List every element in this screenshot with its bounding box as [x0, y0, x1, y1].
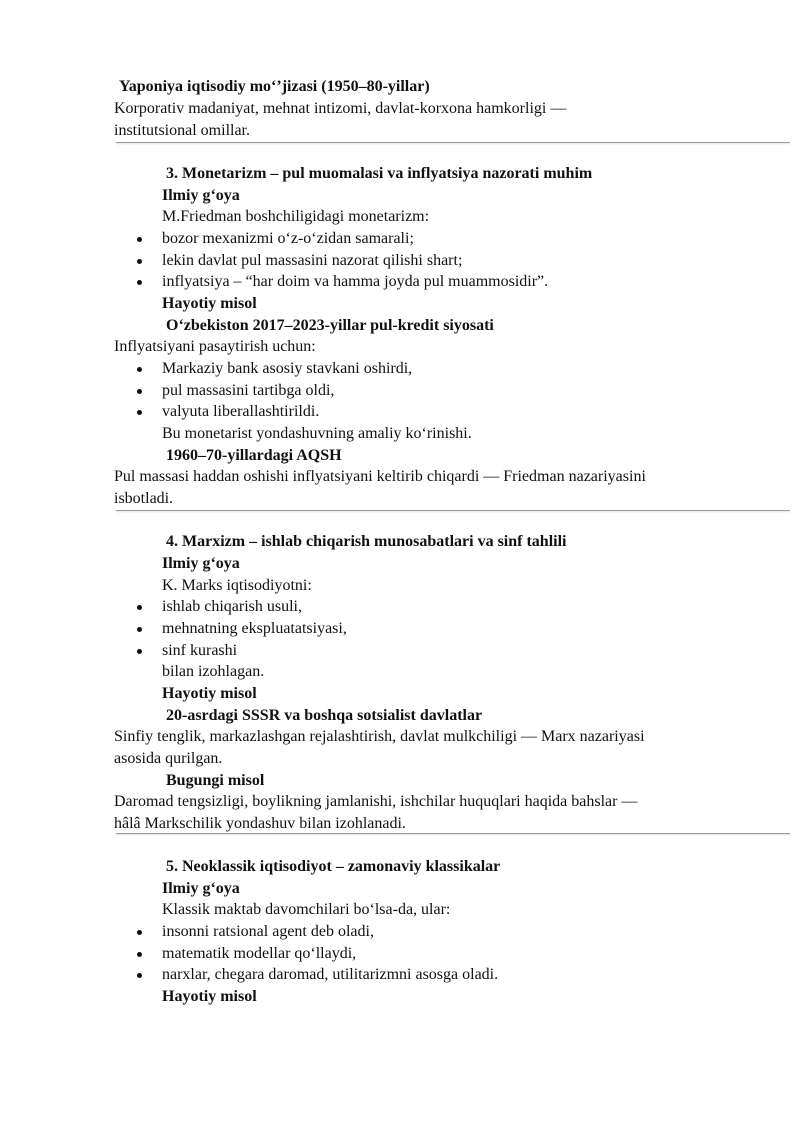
section-4-example-label: Hayotiy misol — [162, 685, 257, 702]
list-item: bozor mexanizmi o‘z-o‘zidan samarali; — [162, 230, 414, 247]
bullet-icon — [137, 380, 145, 402]
paragraph-line: isbotladi. — [114, 490, 174, 507]
section-3-example-title: O‘zbekiston 2017–2023-yillar pul-kredit siyosati — [166, 317, 494, 334]
paragraph-line: asosida qurilgan. — [114, 750, 223, 767]
japan-heading: Yaponiya iqtisodiy mo‘’jizasi (1950–80-yillar) — [119, 78, 430, 95]
bullet-icon — [137, 250, 145, 272]
section-5-heading: 5. Neoklassik iqtisodiyot – zamonaviy klassikalar — [166, 858, 501, 875]
bullet-icon — [137, 358, 145, 380]
bullet-icon — [137, 964, 145, 986]
bullet-icon — [137, 640, 145, 662]
list-item: lekin davlat pul massasini nazorat qilishi shart; — [162, 252, 463, 269]
paragraph-line: Sinfiy tenglik, markazlashgan rejalashtirish, davlat mulkchiligi — Marx nazariyasi — [114, 728, 645, 745]
section-3-idea-label: Ilmiy g‘oya — [162, 187, 240, 204]
list-item: insonni ratsional agent deb oladi, — [162, 923, 374, 940]
bullet-icon — [137, 596, 145, 618]
bullet-icon — [137, 271, 145, 293]
section-3-idea-intro: M.Friedman boshchiligidagi monetarizm: — [162, 208, 430, 225]
paragraph-line: Bu monetarist yondashuvning amaliy ko‘rinishi. — [162, 425, 472, 442]
list-item: ishlab chiqarish usuli, — [162, 598, 302, 615]
bullet-icon — [137, 618, 145, 640]
section-4-idea-label: Ilmiy g‘oya — [162, 555, 240, 572]
paragraph-line: bilan izohlagan. — [162, 663, 265, 680]
paragraph-line: Daromad tengsizligi, boylikning jamlanishi, ishchilar huquqlari haqida bahslar — — [114, 793, 638, 810]
bullet-icon — [137, 921, 145, 943]
section-4-idea-intro: K. Marks iqtisodiyotni: — [162, 577, 312, 594]
list-item: narxlar, chegara daromad, utilitarizmni asosga oladi. — [162, 966, 499, 983]
paragraph-line: institutsional omillar. — [114, 122, 250, 139]
paragraph-line: hâlâ Markschilik yondashuv bilan izohlanadi. — [114, 815, 406, 832]
list-item: valyuta liberallashtirildi. — [162, 403, 320, 420]
list-item: pul massasini tartibga oldi, — [162, 382, 335, 399]
list-item: Markaziy bank asosiy stavkani oshirdi, — [162, 360, 413, 377]
list-item: matematik modellar qo‘llaydi, — [162, 945, 357, 962]
section-3-heading: 3. Monetarizm – pul muomalasi va inflyatsiya nazorati muhim — [166, 165, 593, 182]
section-5-idea-label: Ilmiy g‘oya — [162, 880, 240, 897]
section-5-example-label: Hayotiy misol — [162, 988, 257, 1005]
section-3-second-example-title: 1960–70-yillardagi AQSH — [166, 447, 342, 464]
bullet-icon — [137, 401, 145, 423]
section-divider — [116, 510, 790, 511]
paragraph-line: Inflyatsiyani pasaytirish uchun: — [114, 338, 316, 355]
section-4-today-title: Bugungi misol — [166, 772, 265, 789]
section-divider — [116, 833, 790, 834]
paragraph-line: Pul massasi haddan oshishi inflyatsiyani keltirib chiqardi — Friedman nazariyasini — [114, 468, 646, 485]
section-4-example-title: 20-asrdagi SSSR va boshqa sotsialist davlatlar — [166, 707, 483, 724]
bullet-icon — [137, 228, 145, 250]
section-divider — [116, 142, 790, 143]
section-3-example-label: Hayotiy misol — [162, 295, 257, 312]
bullet-icon — [137, 943, 145, 965]
list-item: inflyatsiya – “har doim va hamma joyda pul muammosidir”. — [162, 273, 549, 290]
section-4-heading: 4. Marxizm – ishlab chiqarish munosabatlari va sinf tahlili — [166, 533, 567, 550]
section-5-idea-intro: Klassik maktab davomchilari bo‘lsa-da, ular: — [162, 901, 451, 918]
paragraph-line: Korporativ madaniyat, mehnat intizomi, davlat-korxona hamkorligi — — [114, 100, 567, 117]
list-item: mehnatning ekspluatatsiyasi, — [162, 620, 347, 637]
list-item: sinf kurashi — [162, 642, 238, 659]
